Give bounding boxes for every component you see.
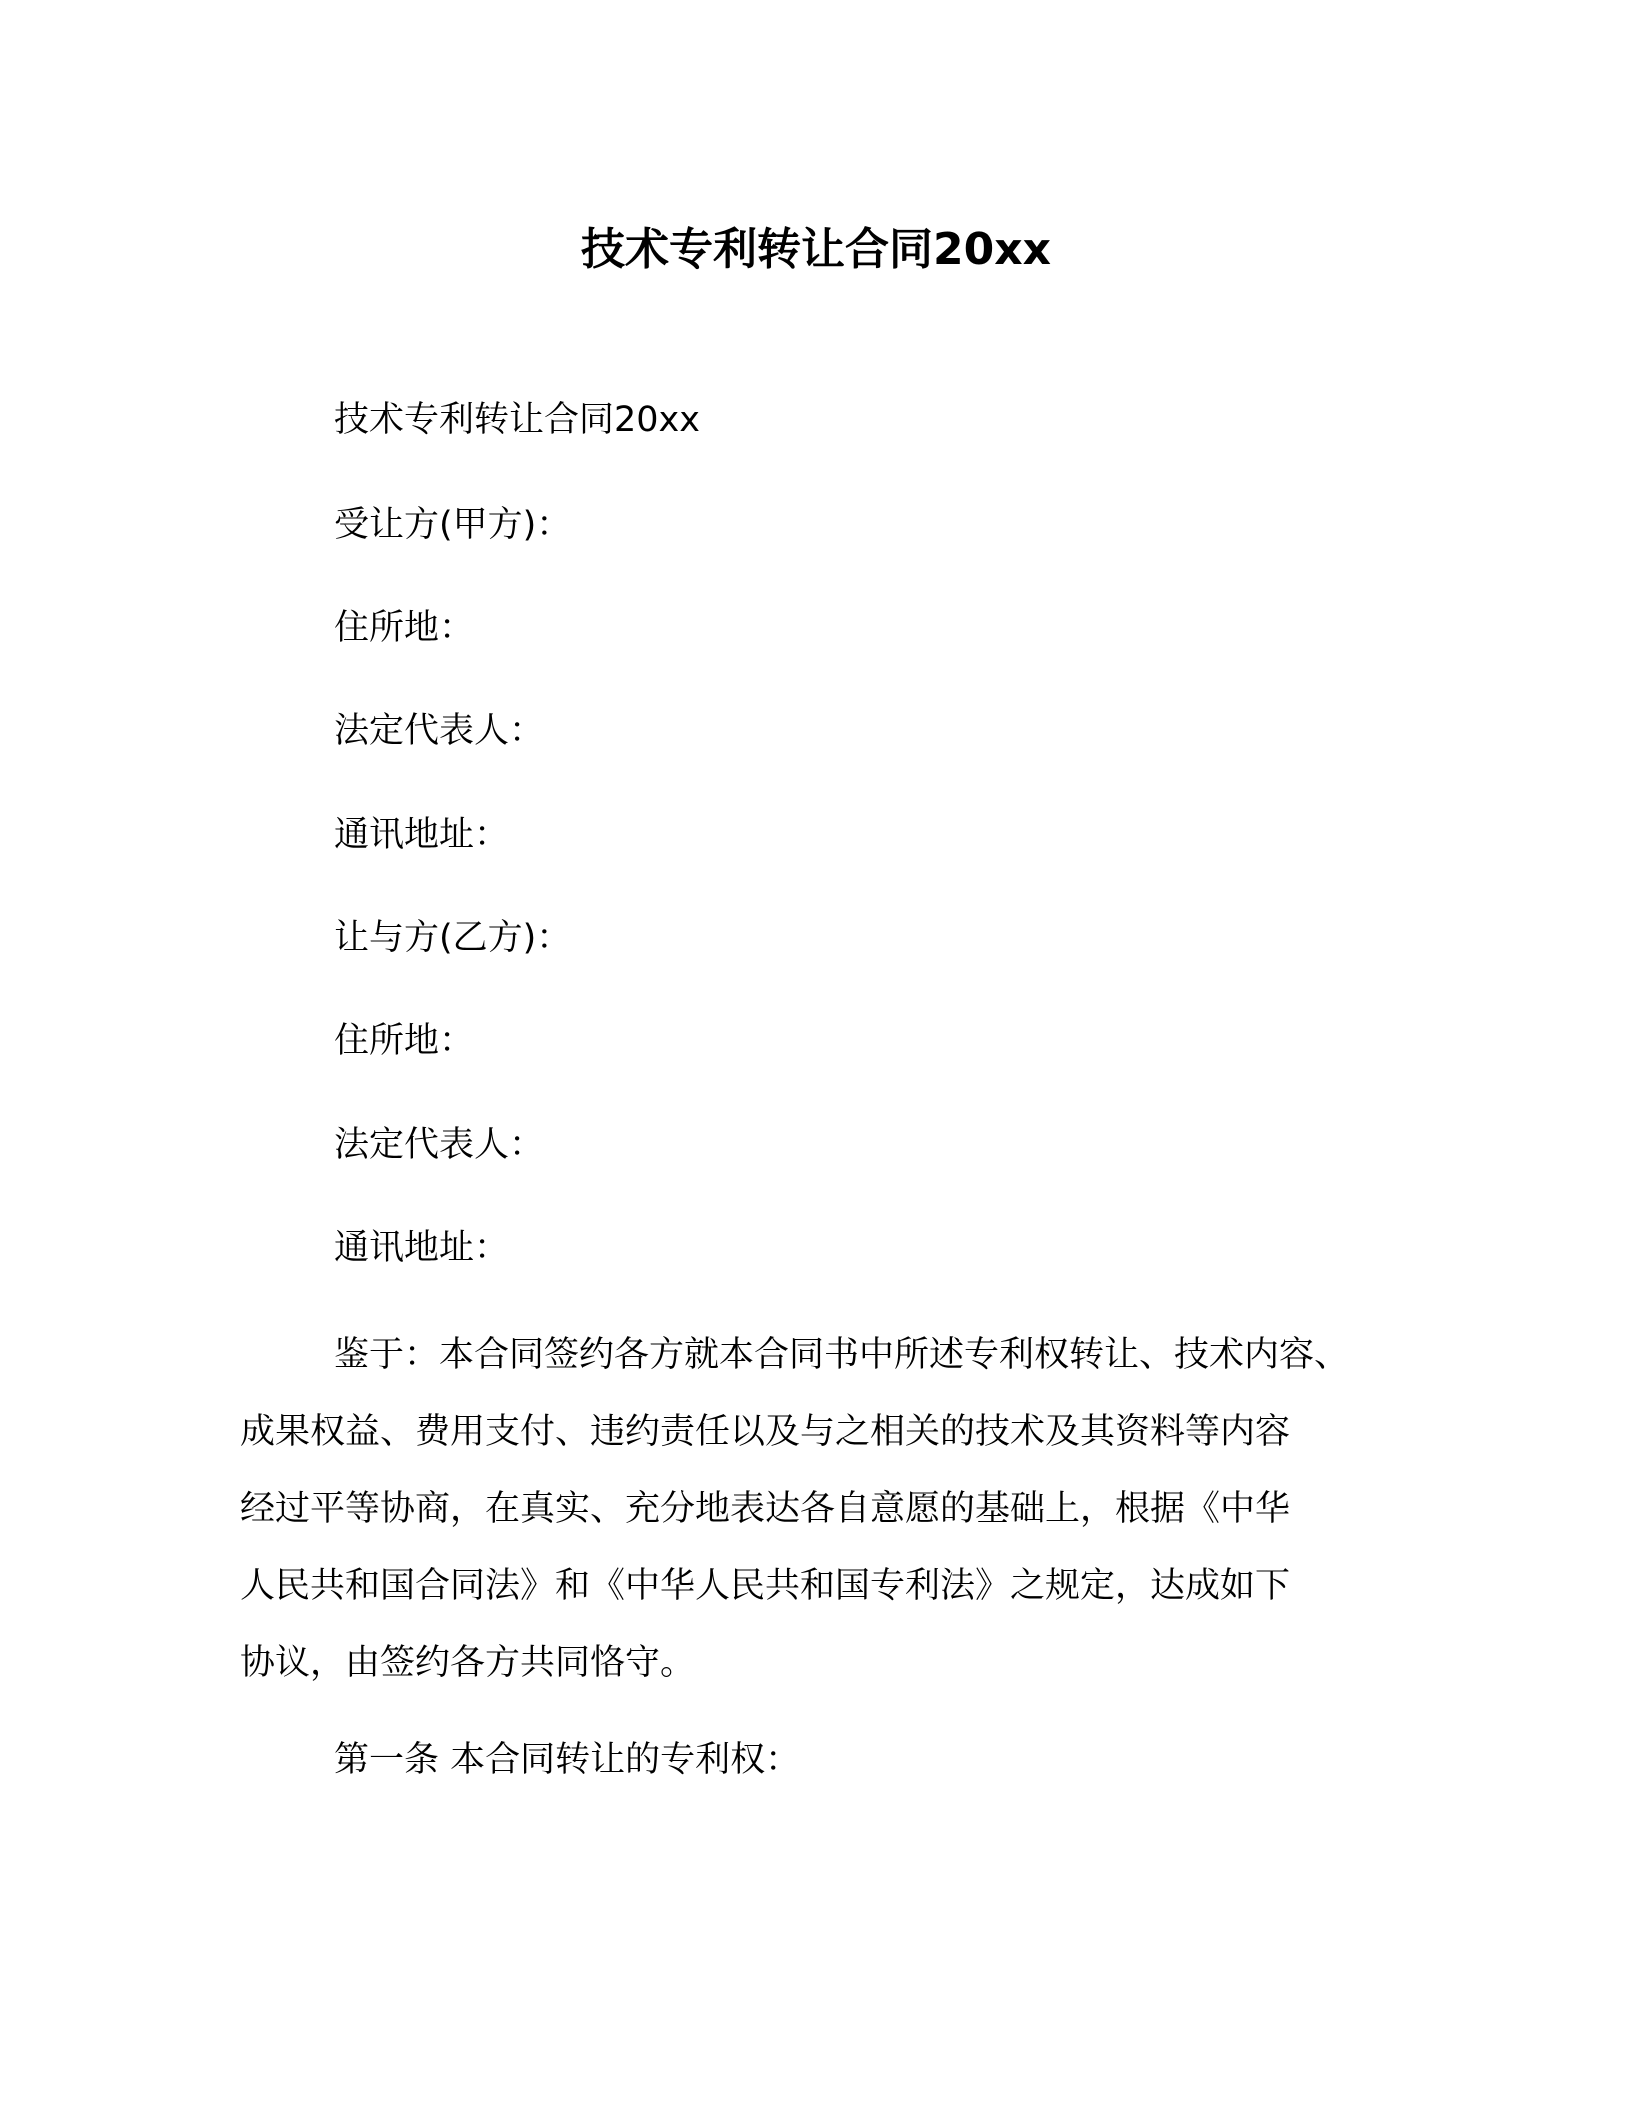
- party-b-contact-address-label: 通讯地址：: [334, 1228, 510, 1268]
- preamble-line: 成果权益、费用支付、违约责任以及与之相关的技术及其资料等内容: [240, 1412, 1291, 1452]
- subtitle-line: 技术专利转让合同20xx: [334, 400, 700, 440]
- party-b-legal-rep-label: 法定代表人：: [334, 1125, 545, 1165]
- party-a-contact-address-label: 通讯地址：: [334, 815, 510, 855]
- preamble-line: 鉴于：本合同签约各方就本合同书中所述专利权转让、技术内容、: [334, 1335, 1350, 1375]
- party-a-legal-rep-label: 法定代表人：: [334, 711, 545, 751]
- party-a-label: 受让方(甲方)：: [334, 505, 572, 545]
- party-b-label: 让与方(乙方)：: [334, 918, 572, 958]
- preamble-paragraph: [240, 1317, 1400, 1702]
- article-1-heading: 第一条 本合同转让的专利权：: [334, 1740, 801, 1780]
- preamble-line: 协议，由签约各方共同恪守。: [240, 1643, 696, 1683]
- preamble-line: 人民共和国合同法》和《中华人民共和国专利法》之规定，达成如下: [240, 1566, 1291, 1606]
- preamble-line: 经过平等协商，在真实、充分地表达各自意愿的基础上，根据《中华: [240, 1489, 1291, 1529]
- party-b-address-label: 住所地：: [334, 1021, 475, 1061]
- party-a-address-label: 住所地：: [334, 608, 475, 648]
- document-title: 技术专利转让合同20xx: [581, 224, 1051, 275]
